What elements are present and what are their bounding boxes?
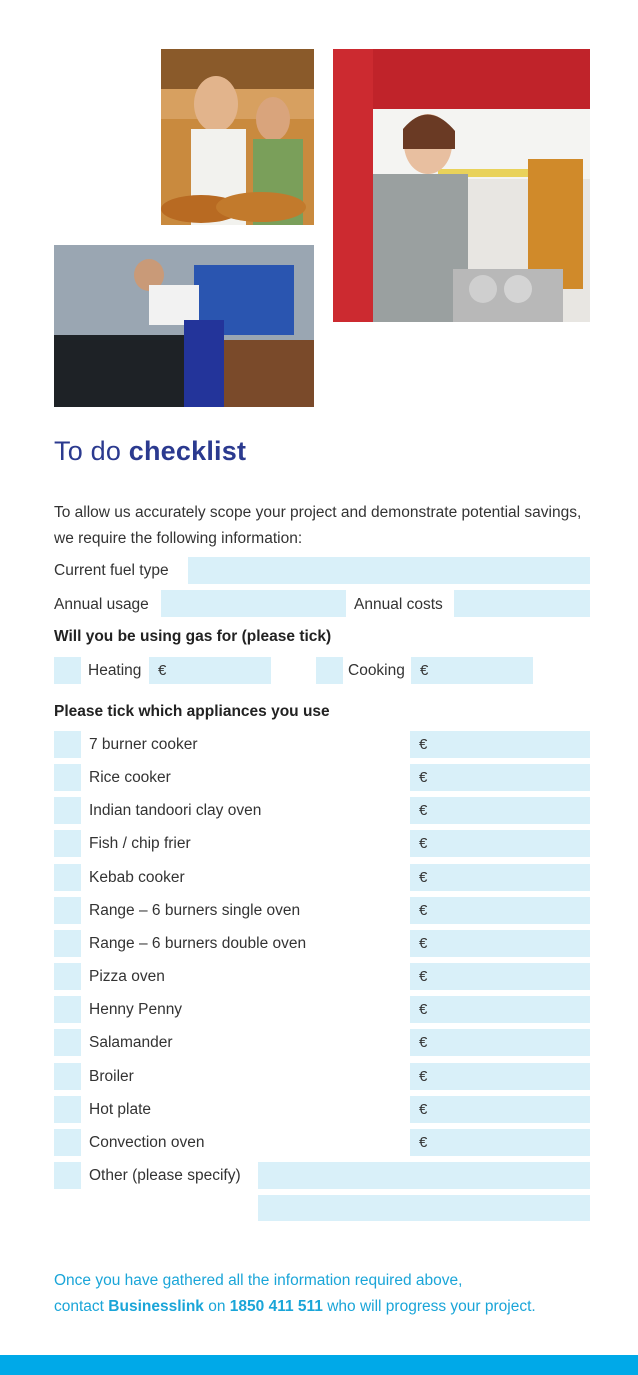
appliance-row (54, 996, 590, 1023)
appliance-label: Convection oven (89, 1134, 205, 1151)
appliance-row (54, 731, 590, 758)
appliance-checkbox[interactable] (54, 1029, 81, 1056)
euro-sign: € (419, 736, 428, 753)
appliance-label: Broiler (89, 1068, 134, 1085)
appliance-cost-field[interactable] (410, 1029, 590, 1056)
euro-sign: € (419, 835, 428, 852)
appliance-checkbox[interactable] (54, 764, 81, 791)
mechanic-photo (54, 245, 314, 407)
appliance-row (54, 963, 590, 990)
appliance-cost-field[interactable] (410, 1063, 590, 1090)
annual-usage-field[interactable] (161, 590, 346, 617)
other-checkbox[interactable] (54, 1162, 81, 1189)
appliance-cost-field[interactable] (410, 797, 590, 824)
appliance-row (54, 797, 590, 824)
euro-sign: € (419, 1034, 428, 1051)
euro-sign: € (419, 1068, 428, 1085)
footer-contact-prefix: contact (54, 1298, 104, 1315)
footer-phone: 1850 411 511 (229, 1298, 323, 1315)
appliance-cost-field[interactable] (410, 731, 590, 758)
appliance-label: Pizza oven (89, 968, 165, 985)
euro-sign: € (419, 1101, 428, 1118)
appliance-row (54, 830, 590, 857)
euro-sign: € (419, 935, 428, 952)
appliance-label: Indian tandoori clay oven (89, 802, 262, 819)
appliance-checkbox[interactable] (54, 930, 81, 957)
appliance-checkbox[interactable] (54, 996, 81, 1023)
appliance-label: Range – 6 burners single oven (89, 902, 301, 919)
annual-usage-label: Annual usage (54, 596, 149, 613)
cooking-euro-sign: € (420, 662, 429, 679)
euro-sign: € (419, 902, 428, 919)
footer-suffix: who will progress your project. (327, 1298, 536, 1315)
heating-checkbox[interactable] (54, 657, 81, 684)
appliance-label: Fish / chip frier (89, 835, 191, 852)
euro-sign: € (419, 1134, 428, 1151)
appliance-checkbox[interactable] (54, 797, 81, 824)
appliance-row (54, 1129, 590, 1156)
heating-label: Heating (88, 662, 142, 679)
appliance-label: 7 burner cooker (89, 736, 198, 753)
cooking-checkbox[interactable] (316, 657, 343, 684)
appliance-label: Rice cooker (89, 769, 171, 786)
appliance-row (54, 1063, 590, 1090)
appliance-cost-field[interactable] (410, 764, 590, 791)
appliance-cost-field[interactable] (410, 1129, 590, 1156)
appliance-checkbox[interactable] (54, 1063, 81, 1090)
euro-sign: € (419, 968, 428, 985)
appliance-cost-field[interactable] (410, 830, 590, 857)
gas-use-heading: Will you be using gas for (please tick) (54, 628, 332, 645)
appliance-label: Henny Penny (89, 1001, 183, 1018)
fuel-type-label: Current fuel type (54, 562, 169, 579)
appliance-cost-field[interactable] (410, 963, 590, 990)
appliance-row (54, 864, 590, 891)
footer-company: Businesslink (108, 1298, 204, 1315)
appliance-checkbox[interactable] (54, 864, 81, 891)
appliance-checkbox[interactable] (54, 897, 81, 924)
appliance-row (54, 930, 590, 957)
appliance-checkbox[interactable] (54, 830, 81, 857)
appliance-checkbox[interactable] (54, 731, 81, 758)
appliance-cost-field[interactable] (410, 930, 590, 957)
euro-sign: € (419, 769, 428, 786)
heating-euro-sign: € (158, 662, 167, 679)
appliance-label: Hot plate (89, 1101, 152, 1118)
annual-costs-field[interactable] (454, 590, 590, 617)
appliance-row (54, 1096, 590, 1123)
other-label: Other (please specify) (89, 1167, 241, 1184)
bakers-photo (161, 49, 314, 225)
appliance-checkbox[interactable] (54, 963, 81, 990)
appliance-label: Salamander (89, 1034, 173, 1051)
fuel-type-field[interactable] (188, 557, 590, 584)
intro-text: To allow us accurately scope your project and demonstrate potential savings, we require the following information: (54, 504, 582, 547)
cooking-cost-field[interactable] (411, 657, 533, 684)
appliance-cost-field[interactable] (410, 864, 590, 891)
title-bold: checklist (128, 436, 247, 466)
barista-photo (333, 49, 590, 322)
footer-line-2 (54, 1294, 536, 1320)
appliance-label: Range – 6 burners double oven (89, 935, 307, 952)
heating-cost-field[interactable] (149, 657, 271, 684)
footer-on: on (208, 1298, 226, 1315)
footer-text (54, 1268, 536, 1320)
appliance-checkbox[interactable] (54, 1096, 81, 1123)
bottom-accent-bar (0, 1355, 638, 1375)
other-specify-field[interactable] (258, 1162, 590, 1189)
euro-sign: € (419, 1001, 428, 1018)
title-prefix: To do (54, 436, 122, 466)
other-specify-field-2[interactable] (258, 1195, 590, 1221)
appliance-row (54, 764, 590, 791)
appliance-cost-field[interactable] (410, 996, 590, 1023)
euro-sign: € (419, 802, 428, 819)
footer-line-1: Once you have gathered all the information required above, (54, 1272, 463, 1289)
annual-costs-label: Annual costs (354, 596, 443, 613)
appliance-checkbox[interactable] (54, 1129, 81, 1156)
appliance-label: Kebab cooker (89, 869, 185, 886)
appliance-cost-field[interactable] (410, 1096, 590, 1123)
appliance-cost-field[interactable] (410, 897, 590, 924)
appliance-row (54, 897, 590, 924)
page-title (54, 436, 246, 467)
euro-sign: € (419, 869, 428, 886)
appliance-row (54, 1029, 590, 1056)
cooking-label: Cooking (348, 662, 405, 679)
appliances-heading: Please tick which appliances you use (54, 703, 330, 720)
